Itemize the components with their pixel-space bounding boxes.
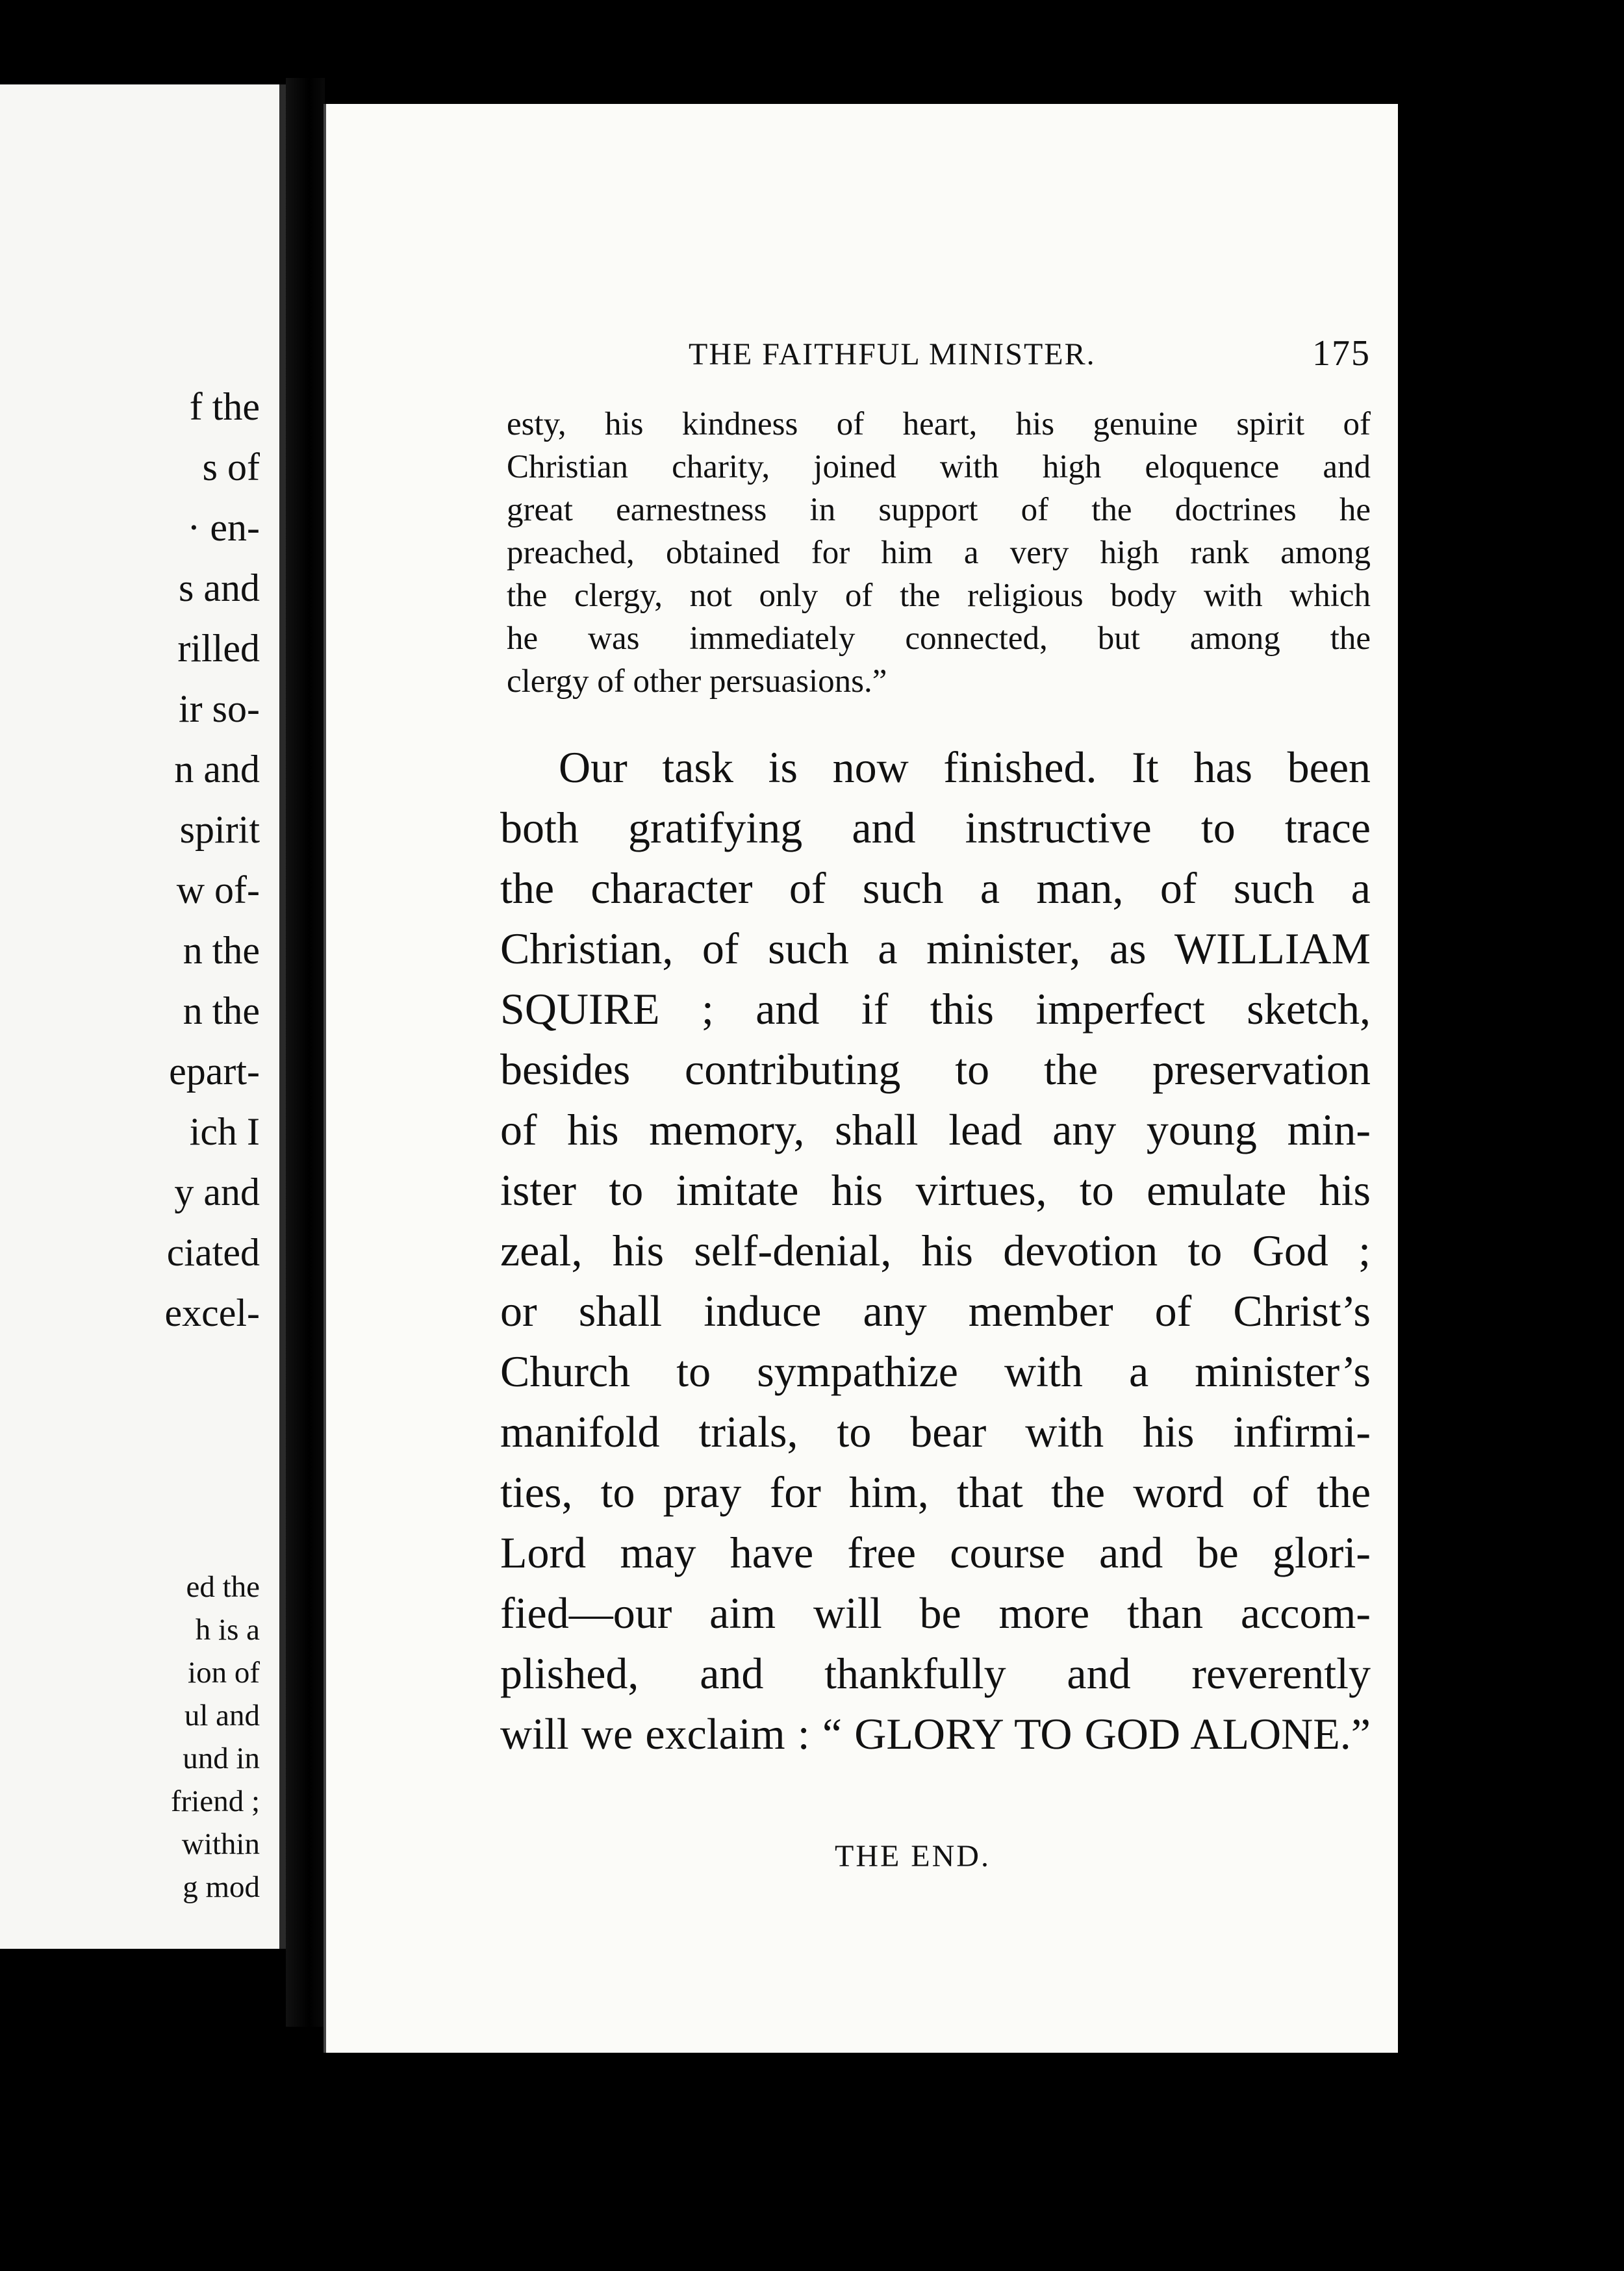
body-line: the character of such a man, of such a — [500, 863, 1371, 913]
body-line: both gratifying and instructive to trace — [500, 803, 1371, 852]
body-line: SQUIRE ; and if this imperfect sketch, — [500, 984, 1371, 1034]
quote-line: clergy of other persuasions.” — [507, 663, 887, 700]
left-note-line: ion of — [188, 1656, 260, 1690]
body-line: Church to sympathize with a minister’s — [500, 1347, 1371, 1396]
body-line: plished, and thankfully and reverently — [500, 1649, 1371, 1698]
body-line: of his memory, shall lead any young min- — [500, 1105, 1371, 1154]
quote-line: the clergy, not only of the religious body with which — [507, 577, 1371, 614]
left-fragment-line: w of- — [176, 869, 260, 911]
left-note-line: within — [181, 1827, 260, 1861]
left-fragment-line: s of — [202, 446, 260, 488]
closing-paragraph — [500, 737, 1371, 1764]
left-fragment-line: ciated — [166, 1231, 260, 1274]
quote-line: Christian charity, joined with high eloquence and — [507, 449, 1371, 485]
left-fragment-line: rilled — [177, 627, 260, 670]
body-line: Christian, of such a minister, as WILLIAM — [500, 924, 1371, 973]
body-line: will we exclaim : “ GLORY TO GOD ALONE.” — [500, 1709, 1371, 1758]
quoted-passage — [507, 403, 1371, 703]
body-line: or shall induce any member of Christ’s — [500, 1286, 1371, 1336]
left-fragment-line: · en- — [187, 506, 260, 549]
left-fragment-line: ir so- — [179, 687, 260, 730]
body-line: manifold trials, to bear with his infirmi- — [500, 1407, 1371, 1456]
body-line: fied—our aim will be more than accom- — [500, 1588, 1371, 1638]
body-line: ties, to pray for him, that the word of the — [500, 1467, 1371, 1517]
facing-page-left — [0, 84, 286, 1949]
left-note-line: g mod — [183, 1870, 260, 1904]
body-line: Lord may have free course and be glori- — [500, 1528, 1371, 1577]
left-page-note-fragments — [13, 1566, 260, 1909]
left-note-line: ed the — [186, 1570, 260, 1604]
left-fragment-line: s and — [179, 566, 260, 609]
page-number: 175 — [1312, 333, 1371, 374]
left-note-line: h is a — [195, 1613, 260, 1647]
body-line: zeal, his self-denial, his devotion to God ; — [500, 1226, 1371, 1275]
book-gutter — [286, 78, 325, 2027]
left-fragment-line: n and — [174, 748, 260, 791]
left-fragment-line: y and — [174, 1171, 260, 1213]
left-fragment-line: n the — [183, 929, 260, 972]
left-fragment-line: ich I — [189, 1110, 260, 1153]
left-note-line: friend ; — [170, 1784, 260, 1818]
left-fragment-line: epart- — [169, 1050, 260, 1093]
left-fragment-line: excel- — [164, 1291, 260, 1334]
body-line: ister to imitate his virtues, to emulate his — [500, 1165, 1371, 1215]
running-title: THE FAITHFUL MINISTER. — [689, 337, 1096, 372]
body-line: besides contributing to the preservation — [500, 1045, 1371, 1094]
quote-line: he was immediately connected, but among the — [507, 620, 1371, 657]
left-fragment-line: f the — [189, 385, 260, 428]
quote-line: great earnestness in support of the doctrines he — [507, 492, 1371, 528]
quote-line: preached, obtained for him a very high rank among — [507, 535, 1371, 571]
body-line: Our task is now finished. It has been — [559, 742, 1371, 792]
left-note-line: ul and — [184, 1699, 260, 1732]
the-end-mark: THE END. — [835, 1839, 991, 1873]
quote-line: esty, his kindness of heart, his genuine spirit of — [507, 406, 1371, 442]
left-page-text-fragments — [13, 377, 260, 1343]
left-fragment-line: spirit — [179, 808, 260, 851]
left-note-line: und in — [183, 1742, 260, 1775]
left-fragment-line: n the — [183, 989, 260, 1032]
